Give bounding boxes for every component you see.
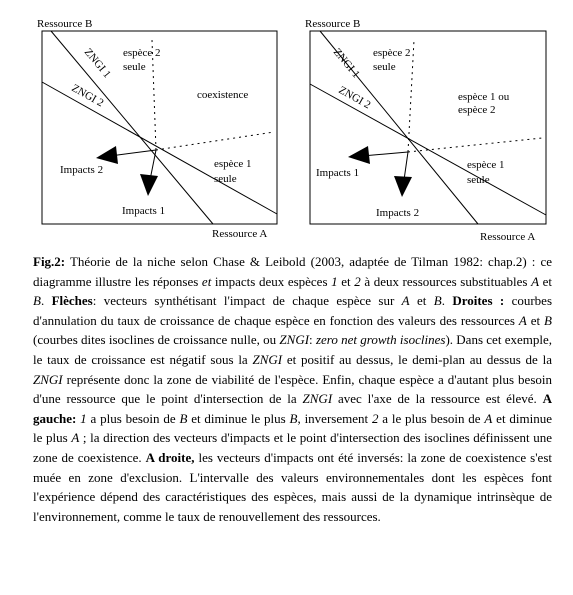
caption-text: avec l'axe de la ressource est élevé. (332, 391, 543, 407)
caption-gauche-heading: A gauche: (33, 391, 553, 426)
left-axis-y-label: Ressource B (37, 18, 93, 30)
left-dashed-bound-horizontal (156, 132, 274, 150)
caption-text: a plus besoin de (86, 410, 180, 426)
left-region-top-line1: espèce 2 (123, 47, 161, 59)
right-impact-vertical-line (404, 152, 408, 180)
caption-italic: A (484, 410, 493, 426)
right-region-middle-line1: espèce 1 ou (458, 91, 510, 103)
caption-droites-heading: Droites : (452, 293, 505, 309)
left-zngi-1-line (51, 31, 213, 224)
caption-italic: 2 (371, 410, 379, 426)
caption-fleches-heading: Flèches (51, 293, 93, 309)
right-zngi-1-label: ZNGI 1 (330, 46, 363, 81)
caption-text: : (309, 332, 316, 348)
caption-italic: A (71, 430, 80, 446)
right-axis-x-label: Ressource A (480, 231, 536, 243)
caption-text: . (441, 293, 453, 309)
caption-italic: et (201, 273, 212, 289)
right-region-top-line2: seule (373, 61, 396, 73)
caption-text: a le plus besoin de (378, 410, 485, 426)
caption-text: : vecteurs synthétisant l'impact de chaque espèce sur (92, 293, 402, 309)
caption-italic: A (401, 293, 410, 309)
caption-text: impacts deux espèces (211, 273, 332, 289)
left-zngi-1-label: ZNGI 1 (81, 46, 114, 81)
right-impact-horizontal-arrowhead (348, 146, 370, 164)
left-zngi-2-line (42, 82, 277, 214)
left-region-bottom-line1: espèce 1 (214, 158, 252, 170)
left-region-middle: coexistence (197, 89, 249, 101)
caption-text: et (526, 312, 545, 328)
caption-italic: ZNGI (252, 351, 283, 367)
caption-italic: 2 (354, 273, 361, 289)
caption-italic: B (544, 312, 552, 328)
caption-text: les vecteurs d'impacts ont été inversés: la zone de coexistence s'est muée en zone d'exclusion. L'intervalle des valeurs environnementales dont les espèces font l'expérience dépend des caractéristiques des espèces, mais aussi de la dynamique intrinsèque de l'environnement, comme le taux de renouvellement des ressources. (33, 449, 552, 524)
left-frame (42, 31, 277, 224)
right-region-bottom-line1: espèce 1 (467, 159, 505, 171)
caption-text: ; la direction des vecteurs d'impacts et le point d'intersection des isoclines définissent une zone de coexistence. (33, 430, 552, 465)
right-region-bottom-line2: seule (467, 174, 490, 186)
right-region-top-line1: espèce 2 (373, 47, 411, 59)
caption-italic: B (33, 293, 41, 309)
left-region-bottom-line2: seule (214, 173, 237, 185)
caption-italic: zero net growth isoclines (315, 332, 446, 348)
caption-droite-heading: A droite, (145, 449, 195, 465)
caption-italic: A (518, 312, 527, 328)
caption-italic: B (433, 293, 442, 309)
caption-italic: ZNGI (33, 371, 63, 387)
caption-text: courbes d'annulation du taux de croissance de chaque espèce en fonction des valeurs des ressources (33, 293, 553, 328)
left-impact-horizontal-label: Impacts 2 (60, 164, 104, 176)
caption-text: et diminue le plus (33, 410, 552, 446)
niche-figure (0, 0, 573, 245)
right-impact-vertical-arrowhead (394, 176, 412, 197)
right-region-middle-line2: espèce 2 (458, 104, 496, 116)
left-impact-vertical-label: Impacts 1 (122, 205, 166, 217)
caption-italic: B (289, 410, 298, 426)
caption-text: et (409, 293, 434, 309)
caption-text: Théorie de la niche selon Chase & Leibold (2003, adaptée de Tilman 1982: chap.2) : ce diagramme illustre les réponses (33, 254, 552, 289)
caption-text: et (539, 273, 553, 289)
caption-italic: A (531, 273, 540, 289)
right-impact-horizontal-label: Impacts 1 (316, 167, 360, 179)
caption-text: . (40, 293, 52, 309)
caption-text: représente donc la zone de viabilité de l'espèce. Enfin, chaque espèce a d'autant plus besoin d'une ressource que le point d'intersection de la (33, 371, 552, 407)
left-panel (37, 18, 277, 240)
right-zngi-2-label: ZNGI 2 (336, 84, 373, 112)
caption-text: et (337, 273, 355, 289)
caption-italic: 1 (80, 410, 87, 426)
caption-italic: ZNGI (279, 332, 310, 348)
caption-text: à deux ressources substituables (360, 273, 532, 289)
caption-italic: 1 (331, 273, 338, 289)
right-panel (305, 18, 546, 243)
caption-text: ). Dans cet exemple, le taux de croissance est négatif sous la (33, 332, 553, 367)
caption-text: et diminue le plus (187, 410, 290, 426)
left-zngi-2-label: ZNGI 2 (69, 82, 106, 110)
caption-text: , inversement (297, 410, 372, 426)
left-region-top-line2: seule (123, 61, 146, 73)
caption-italic: B (179, 410, 188, 426)
caption-text: et positif au dessus, le demi-plan au dessus de la (282, 351, 552, 367)
left-impact-vertical-arrowhead (140, 174, 158, 196)
caption-italic: ZNGI (302, 391, 333, 407)
left-axis-x-label: Ressource A (212, 228, 268, 240)
caption-fig-label: Fig.2: (33, 254, 66, 269)
right-zngi-2-line (310, 84, 546, 215)
caption-text: (courbes dites isoclines de croissance nulle, ou (33, 332, 280, 348)
right-impact-vertical-label: Impacts 2 (376, 207, 420, 219)
figure-caption (33, 252, 552, 526)
left-impact-horizontal-arrowhead (96, 146, 118, 164)
right-axis-y-label: Ressource B (305, 18, 361, 30)
